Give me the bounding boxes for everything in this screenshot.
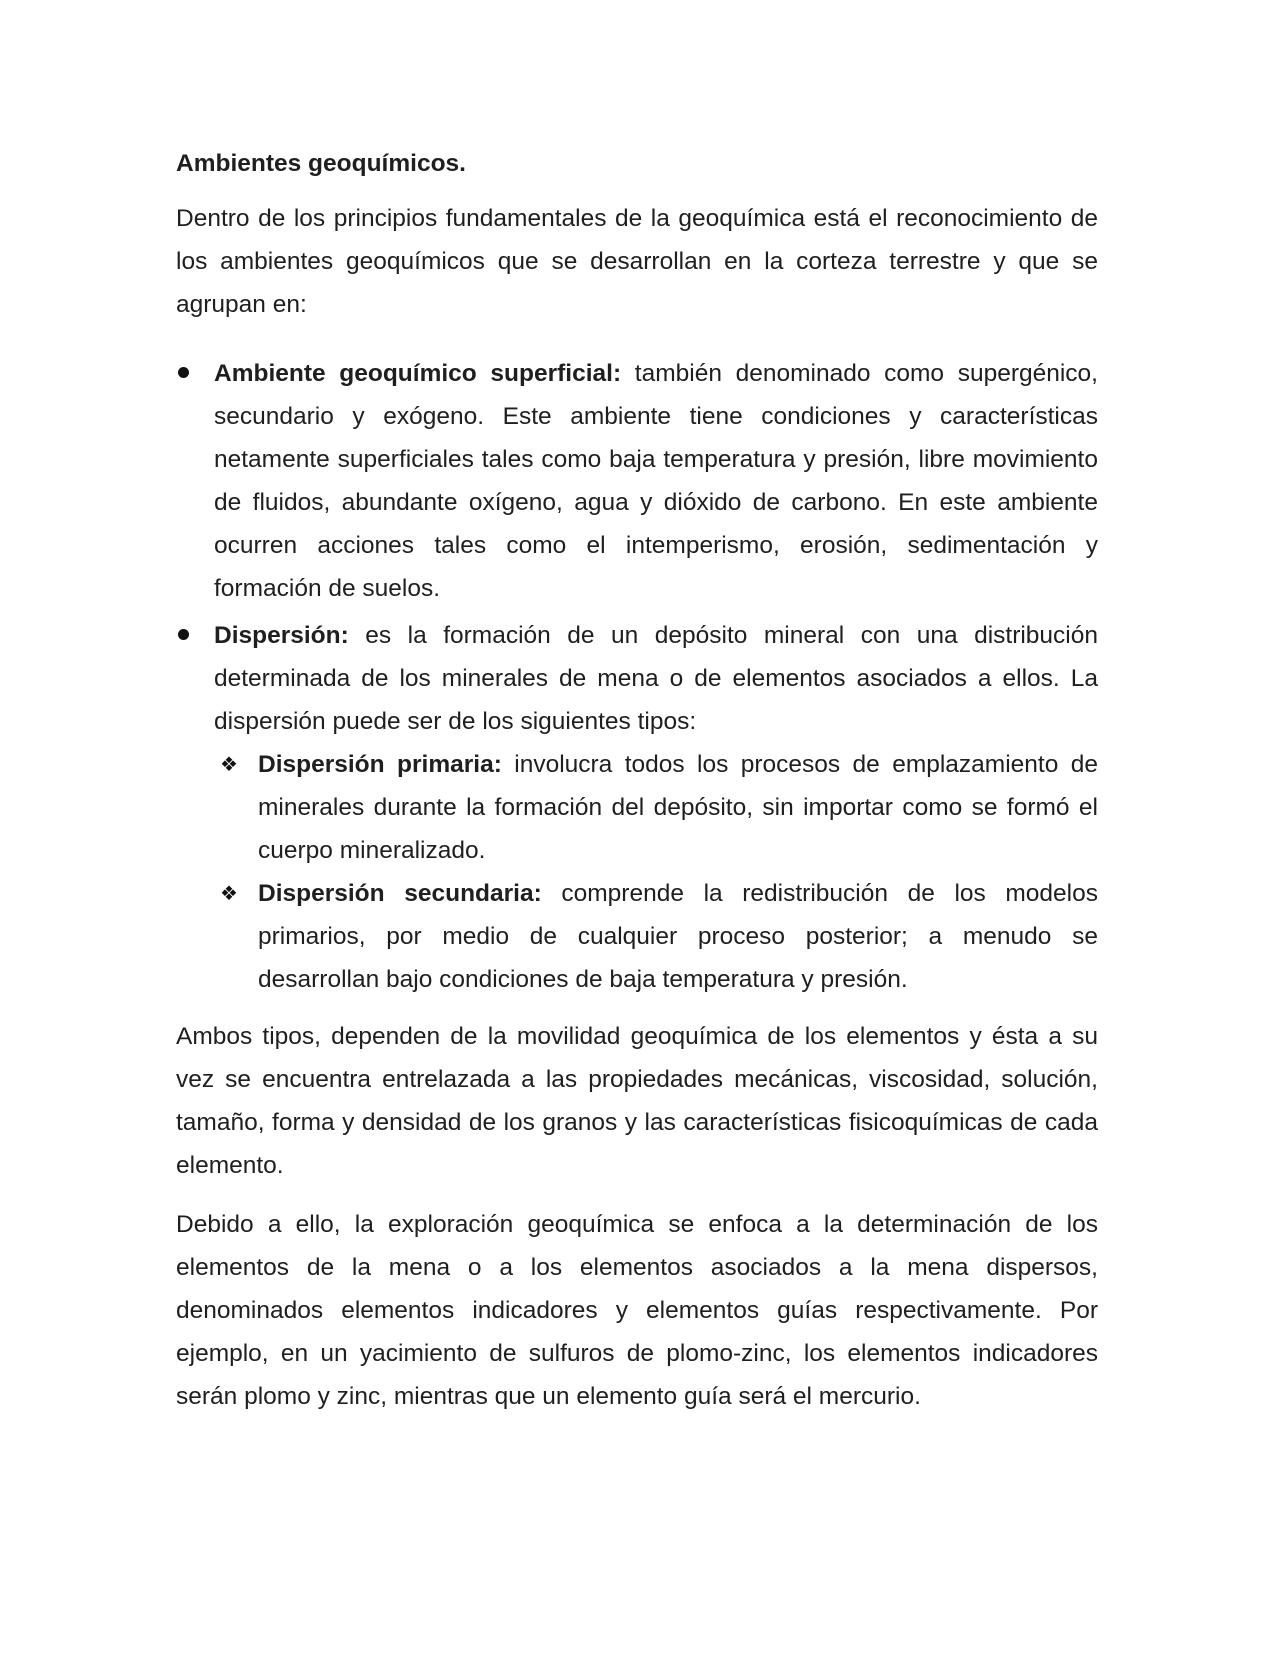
term-dispersion-primaria: Dispersión primaria: <box>258 751 502 778</box>
diamond-bullet-icon: ❖ <box>220 881 238 905</box>
list-item-dispersion <box>176 614 1098 1001</box>
definition-dispersion: es la formación de un depósito mineral con una distribución determinada de los minerales de mena o de elementos asociados a ellos. La dispersión puede ser de los siguientes tipos: <box>214 622 1098 735</box>
body-paragraph-3: Debido a ello, la exploración geoquímica se enfoca a la determinación de los elementos de la mena o a los elementos asociados a la mena dispersos, denominados elementos indicadores y elementos guías respectivamente. Por ejemplo, en un yacimiento de sulfuros de plomo-zinc, los elementos indicadores serán plomo y zinc, mientras que un elemento guía será el mercurio. <box>176 1211 1098 1410</box>
definition-dispersion-secundaria: comprende la redistribución de los modelos primarios, por medio de cualquier proceso posterior; a menudo se desarrollan bajo condiciones de baja temperatura y presión. <box>258 880 1098 993</box>
document-page <box>176 146 1098 1434</box>
intro-paragraph: Dentro de los principios fundamentales de la geoquímica está el reconocimiento de los ambientes geoquímicos que se desarrollan en la corteza terrestre y que se agrupan en: <box>176 205 1098 318</box>
bullet-icon <box>178 629 189 640</box>
term-dispersion-secundaria: Dispersión secundaria: <box>258 880 542 907</box>
list-item-ambiente-superficial <box>176 352 1098 610</box>
definition-dispersion-primaria: involucra todos los procesos de emplazamiento de minerales durante la formación del depósito, sin importar como se formó el cuerpo mineralizado. <box>258 751 1098 864</box>
diamond-bullet-icon: ❖ <box>220 752 238 776</box>
bullet-list <box>176 352 1098 1001</box>
term-ambiente-superficial: Ambiente geoquímico superficial: <box>214 360 622 387</box>
sub-bullet-list <box>214 743 1098 1001</box>
term-dispersion: Dispersión: <box>214 622 349 649</box>
sub-item-dispersion-primaria <box>214 743 1098 872</box>
definition-ambiente-superficial: también denominado como supergénico, secundario y exógeno. Este ambiente tiene condiciones y características netamente superficiales tales como baja temperatura y presión, libre movimiento de fluidos, abundante oxígeno, agua y dióxido de carbono. En este ambiente ocurren acciones tales como el intemperismo, erosión, sedimentación y formación de suelos. <box>214 360 1098 602</box>
sub-item-dispersion-secundaria <box>214 872 1098 1001</box>
bullet-icon <box>178 367 189 378</box>
section-heading: Ambientes geoquímicos. <box>176 150 466 177</box>
body-paragraph-2: Ambos tipos, dependen de la movilidad geoquímica de los elementos y ésta a su vez se encuentra entrelazada a las propiedades mecánicas, viscosidad, solución, tamaño, forma y densidad de los granos y las características fisicoquímicas de cada elemento. <box>176 1023 1098 1179</box>
